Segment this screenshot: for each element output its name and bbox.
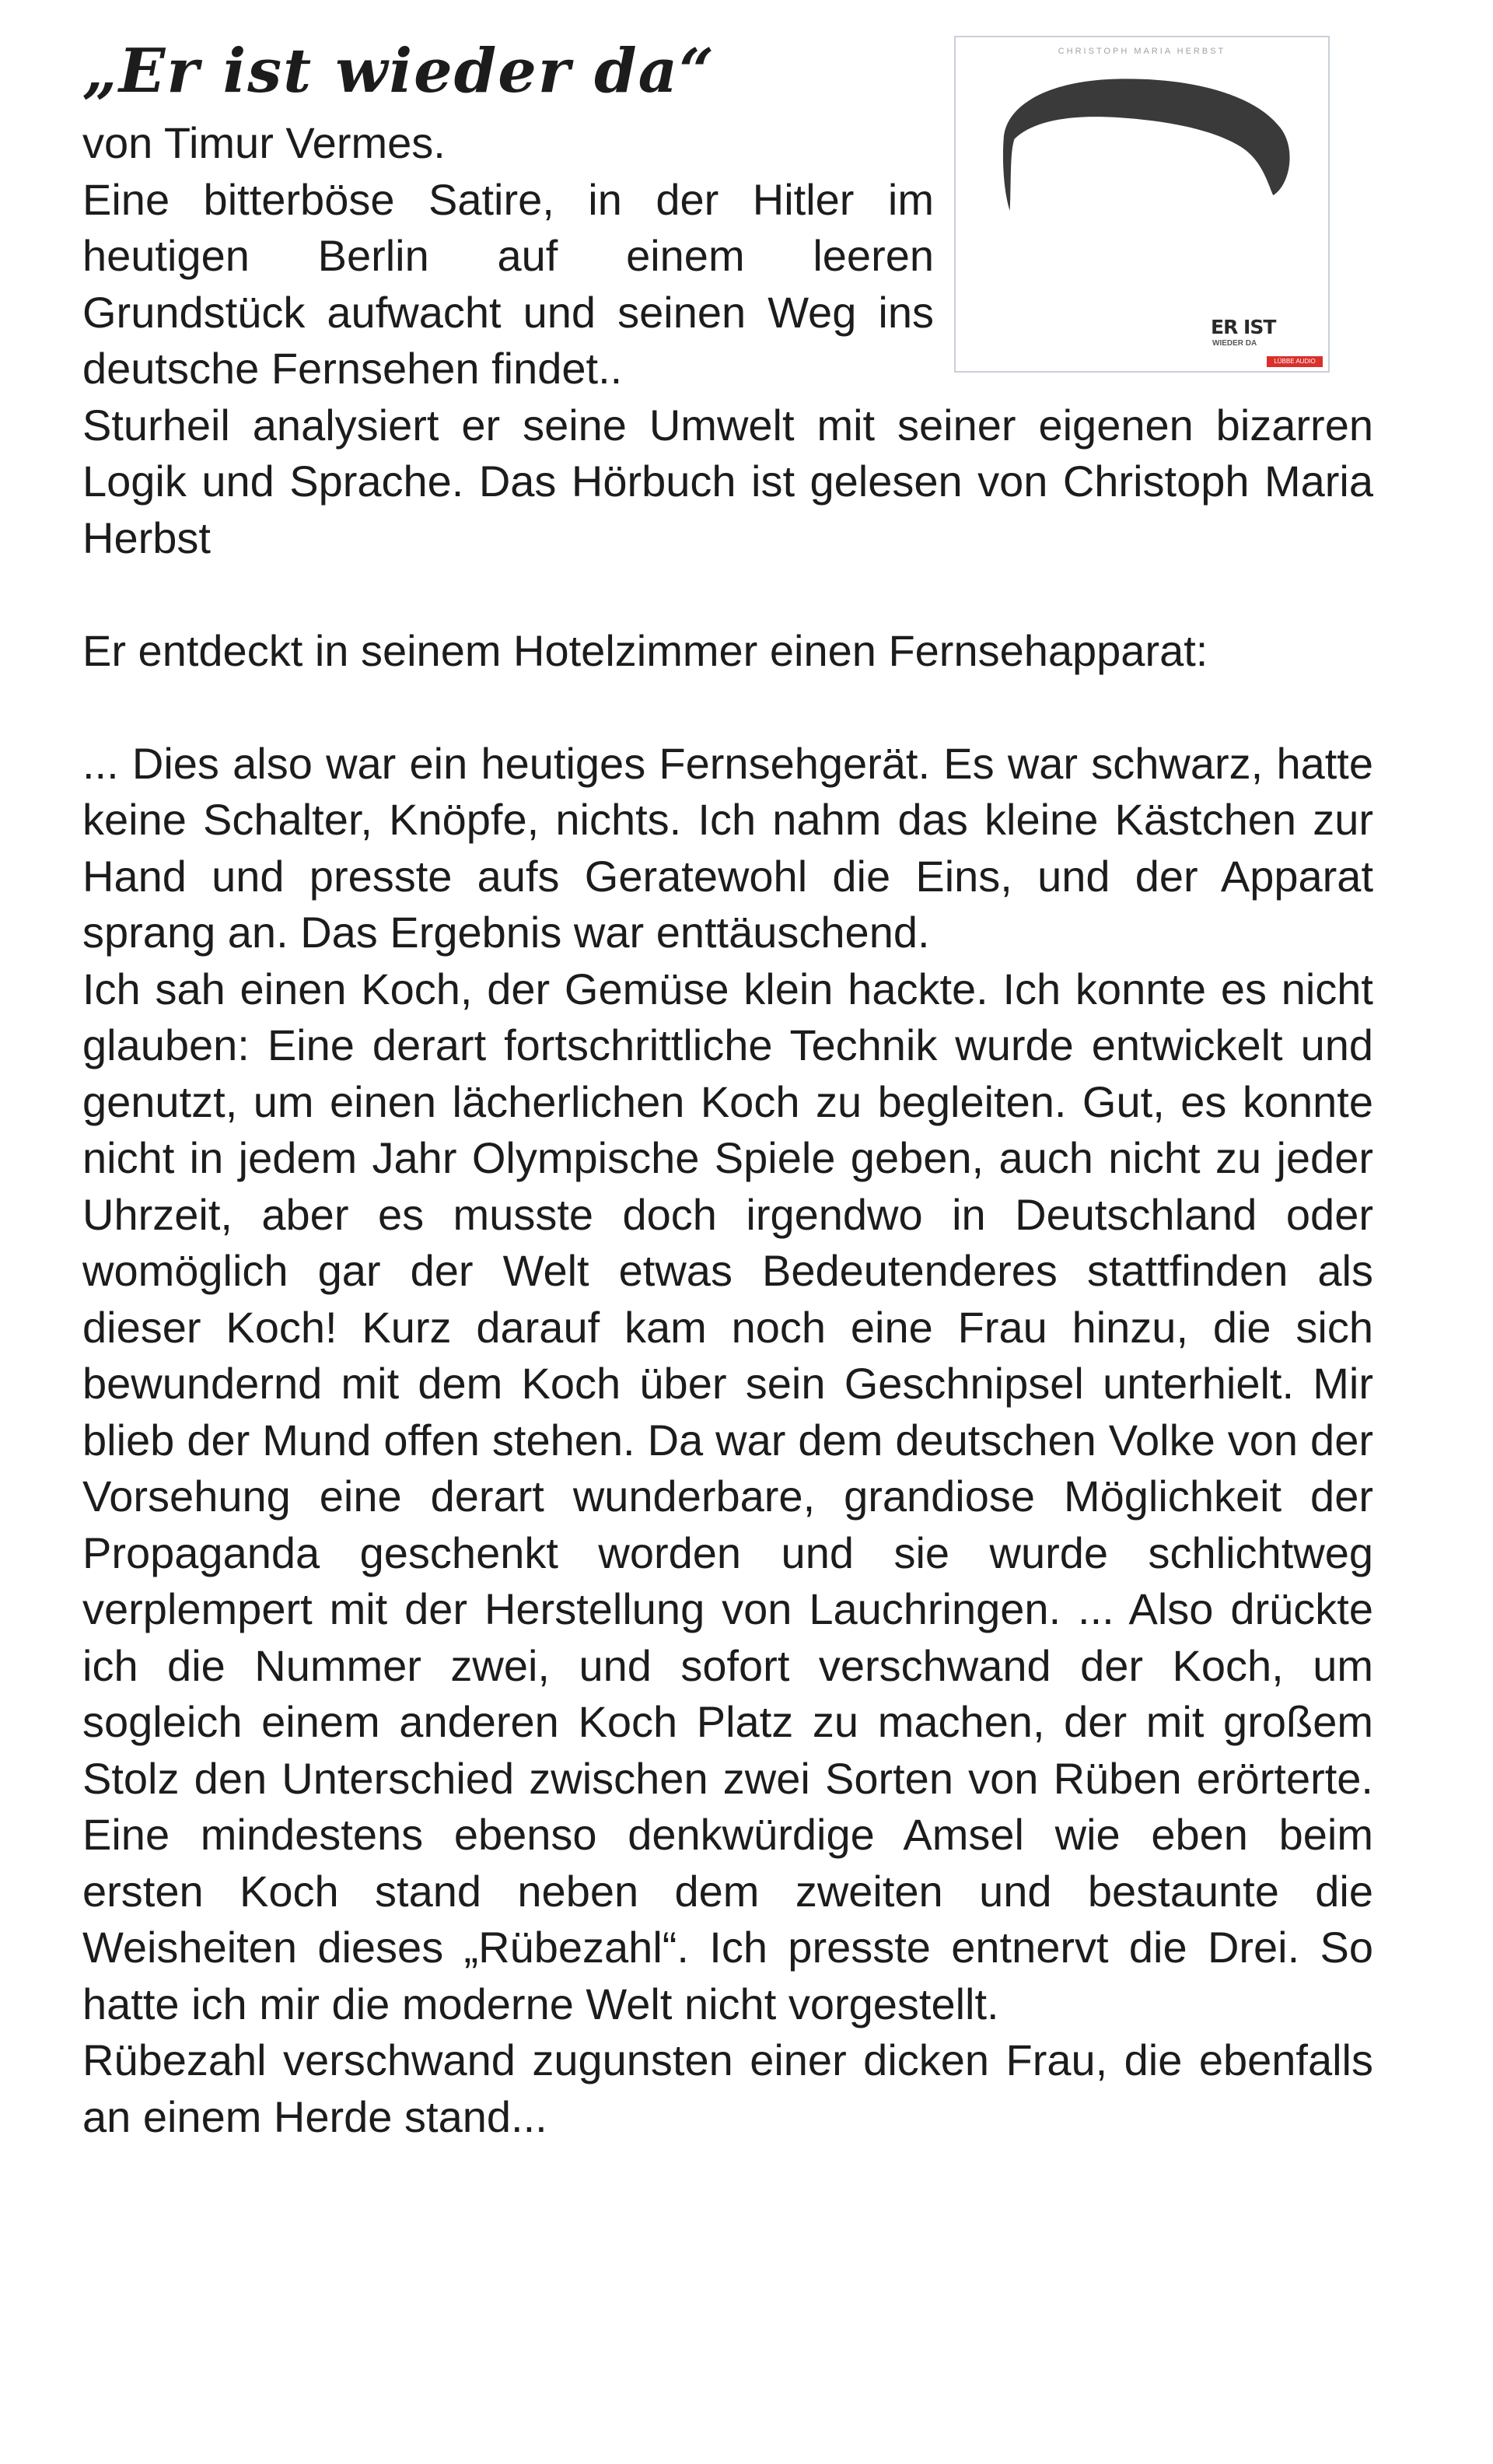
intro-wrapped-block bbox=[82, 172, 934, 397]
intro-paragraph: Eine bitterböse Satire, in der Hitler im heutigen Berlin auf einem leeren Grundstück aufwacht und seinen Weg ins deutsche Fernsehen findet.. bbox=[82, 174, 934, 393]
audiobook-cover-image bbox=[954, 36, 1330, 373]
cover-subtitle: WIEDER DA bbox=[1212, 339, 1257, 348]
intro-continuation: Sturheil analysiert er seine Umwelt mit seiner eigenen bizarren Logik und Sprache. Das Hörbuch ist gelesen von Christoph Maria Herbst bbox=[82, 400, 1373, 562]
quote-paragraph-3: Rübezahl verschwand zugunsten einer dicken Frau, die ebenfalls an einem Herde stand... bbox=[82, 2035, 1373, 2141]
publisher-label: LÜBBE AUDIO bbox=[1267, 356, 1323, 367]
quote-paragraph-2: Ich sah einen Koch, der Gemüse klein hackte. Ich konnte es nicht glauben: Eine derart fortschrittliche Technik wurde entwickelt und genutzt, um einen lächerlichen Koch zu begleiten. Gut, es konnte nicht in jedem Jahr Olympische Spiele geben, auch nicht zu jeder Uhrzeit, aber es musste doch irgendwo in Deutschland oder womöglich gar der Welt etwas Bedeutenderes stattfinden als dieser Koch! Kurz darauf kam noch eine Frau hinzu, die sich bewundernd mit dem Koch über sein Geschnipsel unterhielt. Mir blieb der Mund offen stehen. Da war dem deutschen Volke von der Vorsehung eine derart wunderbare, grandiose Möglichkeit der Propaganda geschenkt worden und sie wurde schlichtweg verplempert mit der Herstellung von Lauchringen. ... Also drückte ich die Nummer zwei, und sofort verschwand der Koch, um sogleich einem anderen Koch Platz zu machen, der mit großem Stolz den Unterschied zwischen zwei Sorten von Rüben erörterte. Eine mindestens ebenso denkwürdige Amsel wie eben beim ersten Koch stand neben dem zweiten und bestaunte die Weisheiten dieses „Rübezahl“. Ich presste entnervt die Drei. So hatte ich mir die moderne Welt nicht vorgestellt. bbox=[82, 964, 1373, 2028]
cover-credit: CHRISTOPH MARIA HERBST bbox=[1058, 47, 1226, 56]
cover-title: ER IST bbox=[1211, 316, 1276, 338]
spacer bbox=[82, 566, 1373, 623]
discovery-line: Er entdeckt in seinem Hotelzimmer einen Fernsehapparat: bbox=[82, 625, 1208, 675]
author-line: von Timur Vermes. bbox=[82, 118, 446, 167]
spacer bbox=[82, 679, 1373, 736]
page-title: „Er ist wieder da“ bbox=[82, 36, 716, 107]
quote-paragraph-1: ... Dies also war ein heutiges Fernsehgerät. Es war schwarz, hatte keine Schalter, Knöpfe, nichts. Ich nahm das kleine Kästchen zur Hand und presste aufs Geratewohl die Eins, und der Apparat sprang an. Das Ergebnis war enttäuschend. bbox=[82, 738, 1373, 957]
